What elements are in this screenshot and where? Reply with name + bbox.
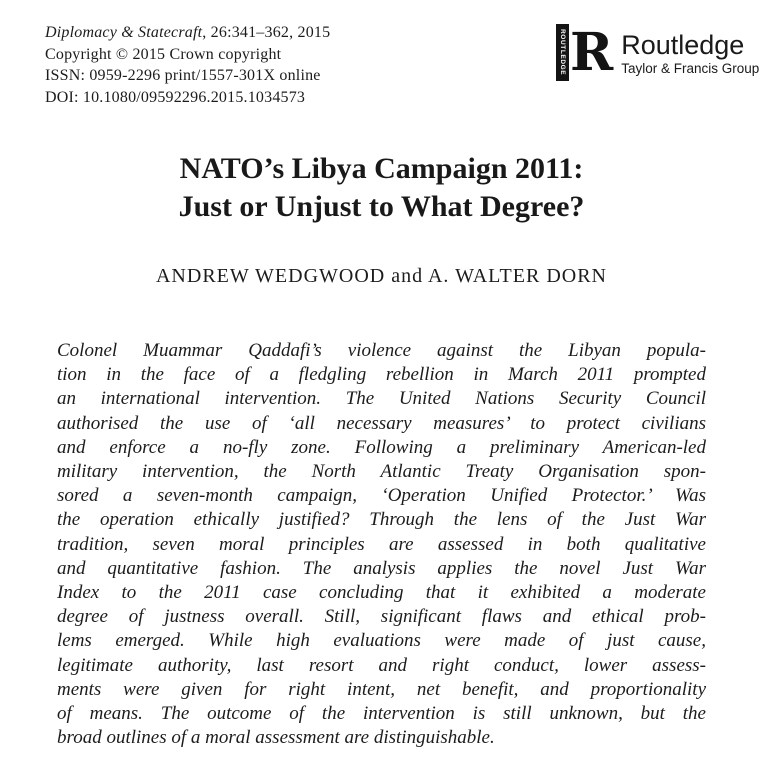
routledge-vertical-bar (556, 24, 569, 81)
journal-line (45, 22, 330, 44)
title-line-2: Just or Unjust to What Degree? (178, 190, 585, 223)
routledge-vertical-label: ROUTLEDGE (559, 29, 566, 76)
abstract-line: tion in the face of a fledgling rebellion in March 2011 prompted (57, 364, 706, 386)
journal-issue: , 26:341–362, 2015 (202, 24, 331, 41)
abstract-line: and enforce a no-fly zone. Following a preliminary American-led (57, 436, 706, 458)
abstract-line: Colonel Muammar Qaddafi’s violence against the Libyan popula- (57, 340, 706, 361)
abstract-line: broad outlines of a moral assessment are distinguishable. (57, 727, 495, 749)
issn-line: ISSN: 0959-2296 print/1557-301X online (45, 67, 321, 84)
routledge-logo (556, 24, 759, 81)
authors-line: ANDREW WEDGWOOD and A. WALTER DORN (155, 265, 607, 287)
doi-line: DOI: 10.1080/09592296.2015.1034573 (45, 88, 306, 106)
title-line-1: NATO’s Libya Campaign 2011: (179, 152, 584, 185)
routledge-r-icon: R (570, 22, 614, 83)
abstract-line: sored a seven-month campaign, ‘Operation Unified Protector.’ Was (57, 485, 706, 507)
abstract-line: an international intervention. The United Nations Security Council (57, 388, 706, 410)
routledge-wordmark (621, 24, 759, 76)
routledge-brand: Routledge (621, 30, 745, 60)
abstract-line: legitimate authority, last resort and right conduct, lower assess- (57, 654, 706, 676)
abstract-line: lems emerged. While high evaluations were made of just cause, (57, 630, 706, 652)
routledge-tagline: Taylor & Francis Group (621, 61, 760, 76)
abstract-line: ments were given for right intent, net benefit, and proportionality (57, 678, 706, 700)
abstract-text (57, 339, 706, 750)
article-title (0, 150, 763, 226)
journal-name: Diplomacy & Statecraft (45, 24, 203, 41)
abstract-line: degree of justness overall. Still, significant flaws and ethical prob- (57, 606, 706, 628)
abstract-line: authorised the use of ‘all necessary measures’ to protect civilians (57, 412, 706, 434)
abstract-line: of means. The outcome of the intervention is still unknown, but the (57, 703, 706, 725)
copyright-line: Copyright © 2015 Crown copyright (45, 45, 282, 63)
abstract-line: military intervention, the North Atlantic Treaty Organisation spon- (57, 461, 706, 483)
abstract-line: the operation ethically justified? Through the lens of the Just War (57, 509, 706, 531)
publication-info (45, 22, 330, 108)
abstract-line: and quantitative fashion. The analysis applies the novel Just War (57, 557, 706, 579)
abstract-line: Index to the 2011 case concluding that it exhibited a moderate (57, 582, 706, 604)
abstract-line: tradition, seven moral principles are assessed in both qualitative (57, 533, 706, 555)
